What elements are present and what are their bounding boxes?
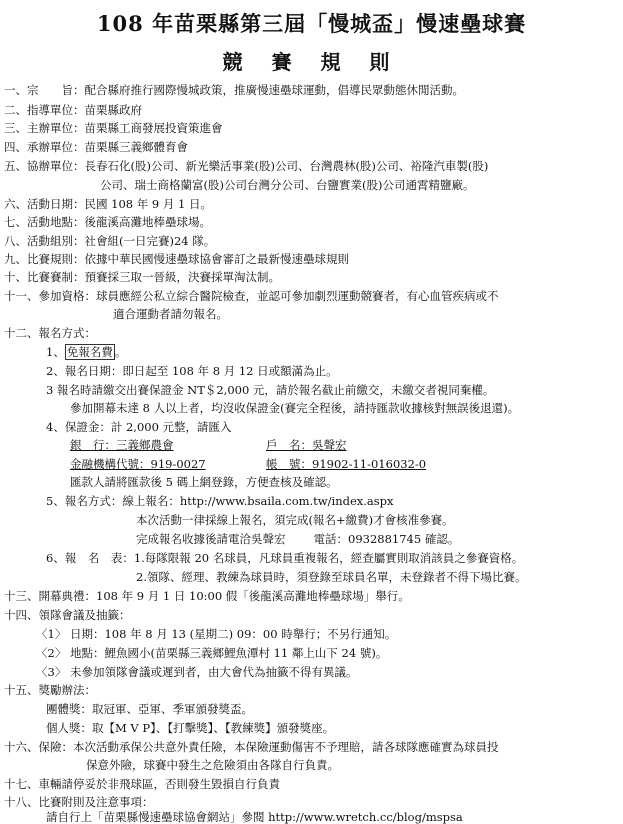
remittance-note: 匯款人請將匯款後 5 碼上網登錄，方便查核及確認。: [70, 475, 338, 489]
roster-rule-2: 2.領隊、經理、教練為球員時，須登錄至球員名單，未登錄者不得下場比賽。: [136, 570, 527, 584]
rule-venue: 七、活動地點：後龍溪高灘地棒壘球場。: [4, 215, 211, 229]
rule-supervisor: 二、指導單位：苗栗縣政府: [4, 103, 142, 117]
meeting-absence: 〈3〉 未參加領隊會議或遲到者，由大會代為抽籤不得有異議。: [36, 665, 358, 679]
item-number: 1、: [46, 345, 65, 359]
confirmation-phone: 電話：0932881745 確認。: [313, 532, 460, 546]
registration-period: 2、報名日期：即日起至 108 年 8 月 12 日或額滿為止。: [46, 364, 338, 378]
registration-deposit-note: 參加開幕未達 8 人以上者，均沒收保證金(賽完全程後，請持匯款收據核對無誤後退還)。: [70, 401, 520, 415]
meeting-heading: 十四、領隊會議及抽籤：: [4, 608, 131, 622]
confirmation-note: [136, 531, 459, 547]
rule-date: 六、活動日期：民國 108 年 9 月 1 日。: [4, 197, 213, 211]
awards-heading: 十五、獎勵辦法：: [4, 683, 96, 697]
rule-eligibility-cont: 適合運動者請勿報名。: [113, 307, 228, 321]
parking-rule: 十七、車輛請停妥於非飛球區，否則發生毀損自行負責: [4, 777, 280, 791]
rule-eligibility: 十一、參加資格：球員應經公私立綜合醫院檢查，並認可參加劇烈運動競賽者，有心血管疾病或不: [4, 289, 499, 303]
item-end: 。: [114, 345, 127, 359]
deposit-amount: 4、保證金：計 2,000 元整，請匯入: [46, 420, 232, 434]
bank-name: 銀 行：三義鄉農會: [70, 438, 174, 452]
online-registration: 5、報名方式：線上報名：http://www.bsaila.com.tw/index.aspx: [46, 494, 394, 508]
rule-game-rules: 九、比賽規則：依據中華民國慢速壘球協會審訂之最新慢速壘球規則: [4, 252, 349, 266]
notes-heading: 十八、比賽附則及注意事項：: [4, 795, 154, 809]
rule-format: 十、比賽賽制：預賽採三取一晉級，決賽採單淘汰制。: [4, 270, 280, 284]
meeting-location: 〈2〉 地點：鯉魚國小(苗栗縣三義鄉鯉魚潭村 11 鄰上山下 24 號)。: [36, 646, 388, 660]
registration-deposit: 3 報名時請繳交出賽保證金 NT＄2,000 元，請於報名截止前繳交，未繳交者視同棄權。: [46, 383, 495, 397]
account-holder: 戶 名：吳聲宏: [266, 438, 347, 452]
account-number: 帳 號：91902-11-016032-0: [266, 457, 427, 471]
rule-co-organizers: 五、協辦單位：長春石化(股)公司、新光樂活事業(股)公司、台灣農林(股)公司、裕隆汽車製(股): [4, 159, 489, 173]
insurance-rule-cont: 保意外險，球賽中發生之危險須由各隊自行負責。: [86, 758, 339, 772]
rule-host: 四、承辦單位：苗栗縣三義鄉體育會: [4, 140, 188, 154]
rule-organizer: 三、主辦單位：苗栗縣工商發展投資策進會: [4, 121, 223, 135]
insurance-rule: 十六、保險：本次活動承保公共意外責任險，本保險運動傷害不予理賠，請各球隊應確實為球員投: [4, 740, 499, 754]
free-registration-badge: 免報名費: [66, 345, 113, 359]
rule-division: 八、活動組別：社會組(一日完賽)24 隊。: [4, 234, 216, 248]
individual-awards: 個人獎：取【M V P】、【打擊獎】、【教練獎】頒發獎座。: [46, 721, 335, 735]
document-subtitle: 競 賽 規 則: [222, 50, 401, 74]
online-registration-note: 本次活動一律採線上報名，須完成(報名+繳費)才會核准參賽。: [136, 513, 454, 527]
rule-co-organizers-cont: 公司、瑞士商格蘭富(股)公司台灣分公司、台鹽實業(股)公司通霄精鹽廠。: [100, 178, 475, 192]
confirmation-contact: 完成報名收據後請電洽吳聲宏: [136, 532, 286, 546]
roster-rule-1: 6、報 名 表：1.每隊限報 20 名球員，凡球員重複報名，經查屬實則取消該員之參賽資格。: [46, 551, 524, 565]
registration-heading: 十二、報名方式：: [4, 326, 96, 340]
rule-purpose: 一、宗 旨：配合縣府推行國際慢城政策，推廣慢速壘球運動，倡導民眾動態休閒活動。: [4, 83, 464, 97]
registration-fee-line: [46, 344, 126, 360]
meeting-date: 〈1〉 日期：108 年 8 月 13 (星期二) 09：00 時舉行；不另行通知。: [36, 627, 397, 641]
document-title: 108 年苗栗縣第三屆「慢城盃」慢速壘球賽: [96, 11, 527, 36]
bank-code: 金融機構代號：919-0027: [70, 457, 206, 471]
opening-ceremony: 十三、開幕典禮：108 年 9 月 1 日 10:00 假「後龍溪高灘地棒壘球場」舉行。: [4, 589, 410, 603]
team-awards: 團體獎：取冠軍、亞軍、季軍頒發獎盃。: [46, 702, 253, 716]
notes-website: 請自行上「苗栗縣慢速壘球協會網站」參閱 http://www.wretch.cc/blog/mspsa: [46, 810, 463, 824]
